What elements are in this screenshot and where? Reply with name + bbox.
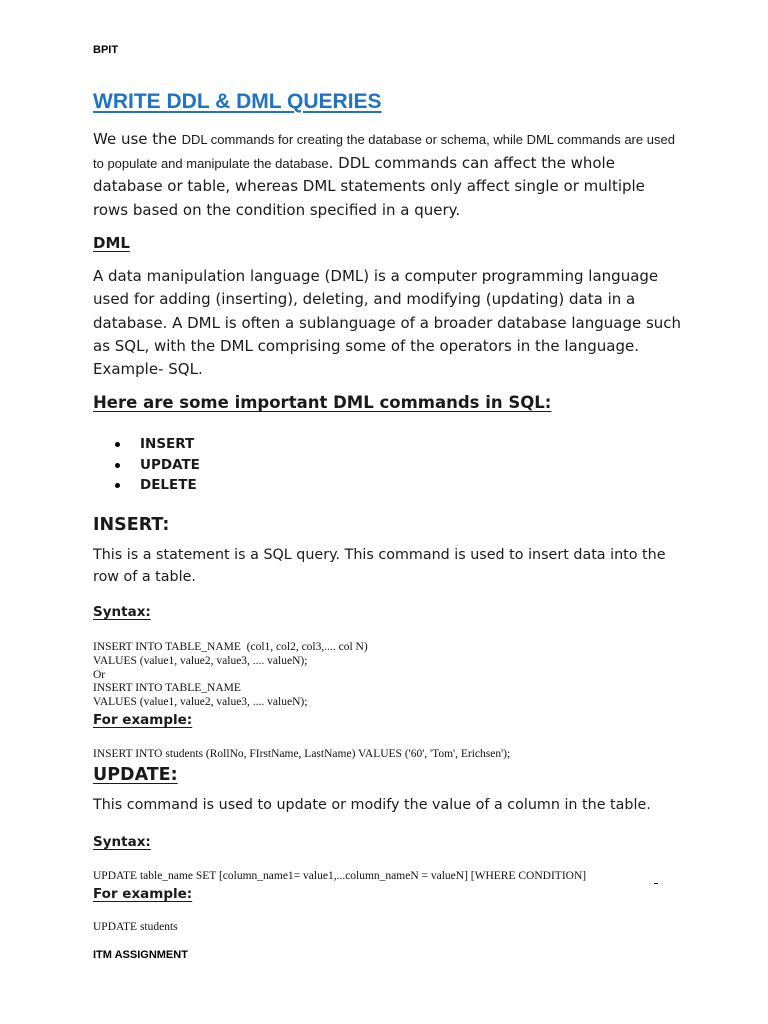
insert-syntax-line: VALUES (value1, value2, value3, .... valueN); <box>93 696 308 709</box>
list-item <box>93 455 200 476</box>
command-label: UPDATE <box>140 456 200 473</box>
command-label: INSERT <box>140 436 195 452</box>
intro-part3: . DDL commands can affect the whole database or table, whereas DML statements only affect single or multiple rows based on the condition specified in a query. <box>93 153 645 219</box>
dml-heading: DML <box>93 234 130 252</box>
insert-syntax-label: Syntax: <box>93 604 151 620</box>
update-heading: UPDATE: <box>93 765 178 785</box>
insert-syntax-line: INSERT INTO TABLE_NAME <box>93 682 241 695</box>
bullet-icon <box>115 442 120 447</box>
insert-heading: INSERT: <box>93 515 170 535</box>
insert-example-label: For example: <box>93 712 193 728</box>
update-example: UPDATE students <box>93 921 178 933</box>
commands-list <box>93 434 200 496</box>
insert-syntax-line: Or <box>93 668 106 681</box>
commands-heading: Here are some important DML commands in SQL: <box>93 393 552 412</box>
intro-part1: We use the <box>93 130 182 148</box>
footer-text: ITM ASSIGNMENT <box>93 949 188 961</box>
insert-description: This is a statement is a SQL query. This command is used to insert data into the row of a table. <box>93 547 666 585</box>
insert-example: INSERT INTO students (RollNo, FIrstName, LastName) VALUES ('60', 'Tom', Erichsen'); <box>93 748 511 760</box>
update-syntax-label: Syntax: <box>93 834 151 850</box>
dml-paragraph: A data manipulation language (DML) is a computer programming language used for adding (inserting), deleting, and modifying (updating) data in a database. A DML is often a sublanguage of a broader database language such as SQL, with the DML comprising some of the operators in the language. Example- SQL. <box>93 267 682 379</box>
intro-part2: DDL commands for creating the database or schema, while DML commands are used to populate and manipulate the database <box>93 132 675 171</box>
divider <box>654 883 658 884</box>
list-item <box>93 434 200 455</box>
command-label: DELETE <box>140 477 197 494</box>
list-item <box>93 475 200 496</box>
insert-syntax-line: VALUES (value1, value2, value3, .... valueN); <box>93 654 308 667</box>
update-syntax: UPDATE table_name SET [column_name1= value1,...column_nameN = valueN] [WHERE CONDITION] <box>93 870 587 882</box>
bullet-icon <box>115 463 120 468</box>
bullet-icon <box>115 483 120 488</box>
page-title: WRITE DDL & DML QUERIES <box>93 90 382 113</box>
insert-syntax-line: INSERT INTO TABLE_NAME (col1, col2, col3,.... col N) <box>93 641 368 653</box>
update-description: This command is used to update or modify the value of a column in the table. <box>93 797 651 813</box>
update-example-label: For example: <box>93 886 193 902</box>
intro-paragraph <box>93 128 683 222</box>
header-org: BPIT <box>93 44 119 56</box>
